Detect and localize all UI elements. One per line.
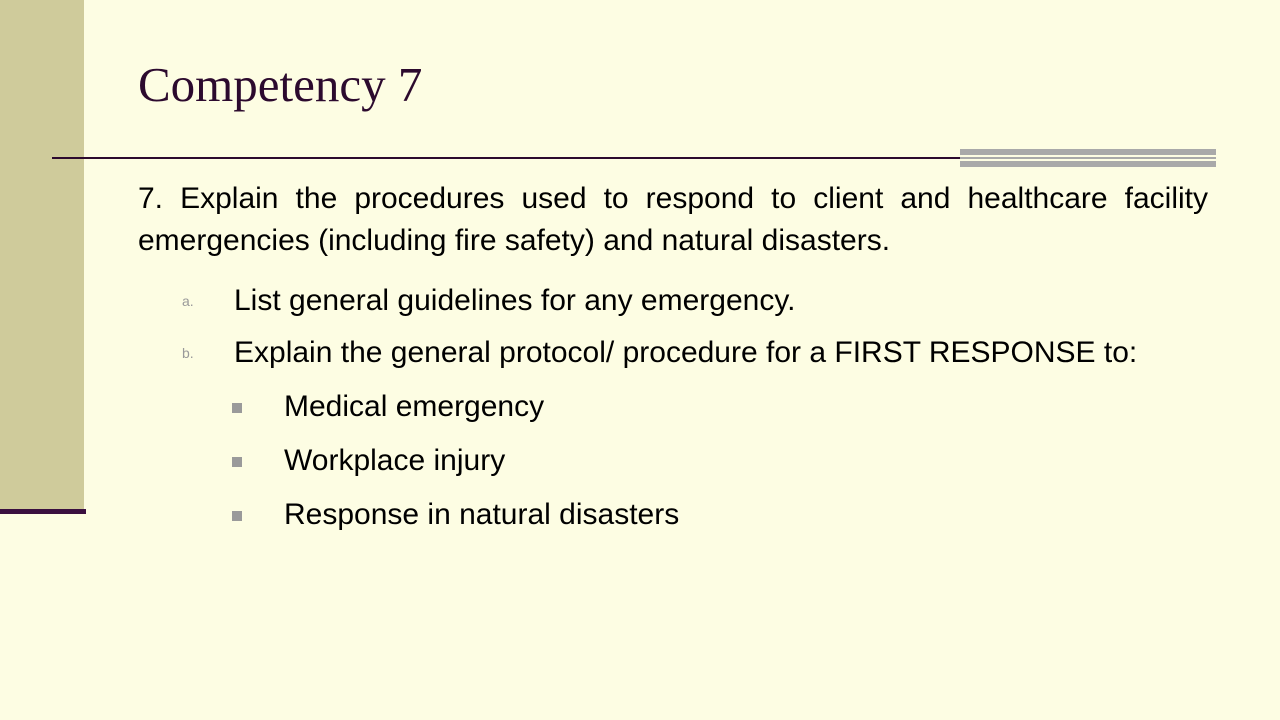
sub-item-text: Explain the general protocol/ procedure for a FIRST RESPONSE to: bbox=[234, 336, 1138, 369]
square-bullet-icon bbox=[232, 457, 242, 467]
sub-item-marker: b. bbox=[182, 345, 194, 361]
bullet-text: Medical emergency bbox=[284, 390, 545, 423]
square-bullet-icon bbox=[232, 511, 242, 521]
bullet-item-natural-disasters bbox=[284, 494, 1208, 536]
sub-item-marker: a. bbox=[182, 293, 194, 309]
left-decorative-bar bbox=[0, 0, 84, 512]
sub-item-text: List general guidelines for any emergency. bbox=[234, 284, 796, 317]
bullet-text: Response in natural disasters bbox=[284, 498, 680, 531]
slide-title: Competency 7 bbox=[138, 57, 423, 112]
slide-body bbox=[138, 178, 1208, 536]
left-bar-accent-line bbox=[0, 509, 86, 514]
title-underline-gray-accent bbox=[960, 149, 1216, 167]
sub-item-a bbox=[182, 280, 1208, 322]
bullet-text: Workplace injury bbox=[284, 444, 506, 477]
intro-paragraph: 7. Explain the procedures used to respond to client and healthcare facility emergencies (including fire safety) and natural disasters. bbox=[138, 182, 1208, 257]
square-bullet-icon bbox=[232, 403, 242, 413]
sub-item-b bbox=[182, 332, 1208, 374]
title-underline bbox=[52, 157, 960, 159]
bullet-item-workplace bbox=[284, 440, 1208, 482]
bullet-item-medical bbox=[284, 386, 1208, 428]
